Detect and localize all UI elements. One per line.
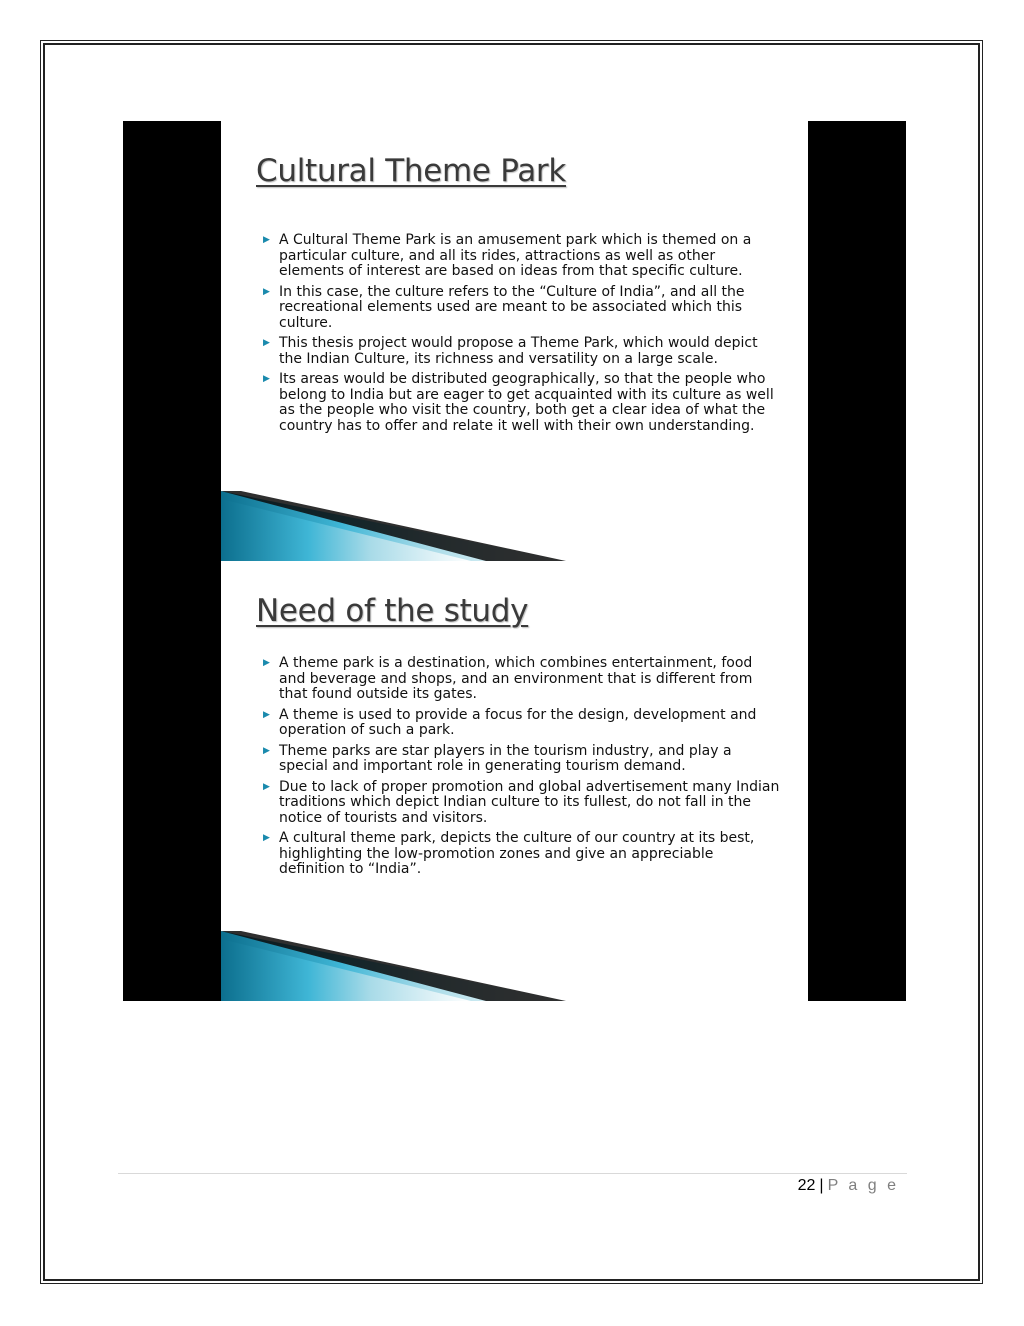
slide-swoosh-decoration (221, 485, 808, 561)
bullet-item (261, 708, 781, 739)
bullet-text: Its areas would be distributed geographically, so that the people who belong to India but are eager to get acquainted with its culture as well as the people who visit the country, both get a clear idea of what the country has to offer and relate it well with their own understanding. (279, 371, 774, 434)
slide-content-area (221, 121, 808, 561)
slide-title: Need of the study (256, 593, 529, 629)
bullet-text: Theme parks are star players in the tourism industry, and play a special and important role in generating tourism demand. (279, 742, 732, 774)
triangle-bullet-icon: ▶ (263, 781, 270, 792)
bullet-item (261, 336, 781, 367)
footer-divider (118, 1173, 907, 1174)
bullet-text: A cultural theme park, depicts the culture of our country at its best, highlighting the low-promotion zones and give an appreciable definition to “India”. (279, 830, 755, 877)
page-separator: | (819, 1177, 824, 1194)
triangle-bullet-icon: ▶ (263, 338, 270, 348)
bullet-list (261, 656, 781, 883)
triangle-bullet-icon: ▶ (263, 286, 270, 297)
triangle-bullet-icon: ▶ (263, 745, 270, 756)
page-number-footer (798, 1177, 899, 1195)
bullet-item (261, 372, 781, 434)
triangle-bullet-icon: ▶ (263, 709, 270, 720)
page-label: P a g e (827, 1177, 899, 1194)
triangle-bullet-icon: ▶ (263, 374, 270, 384)
bullet-text: In this case, the culture refers to the “Culture of India”, and all the recreational elements used are meant to be associated which this culture. (279, 283, 745, 331)
bullet-item (261, 780, 781, 827)
slide-cultural-theme-park (123, 121, 906, 561)
bullet-item (261, 831, 781, 878)
bullet-text: A theme park is a destination, which combines entertainment, food and beverage and shops, and an environment that is different from that found outside its gates. (279, 655, 753, 702)
bullet-item (261, 233, 781, 280)
slide-title: Cultural Theme Park (256, 153, 566, 189)
bullet-text: Due to lack of proper promotion and global advertisement many Indian traditions which depict Indian culture to its fullest, do not fall in the notice of tourists and visitors. (279, 778, 780, 826)
bullet-text: A theme is used to provide a focus for the design, development and operation of such a park. (279, 706, 757, 738)
slide-swoosh-decoration (221, 925, 808, 1001)
triangle-bullet-icon: ▶ (263, 235, 270, 245)
slide-need-of-the-study (123, 561, 906, 1001)
triangle-bullet-icon: ▶ (263, 833, 270, 843)
bullet-list (261, 233, 781, 439)
slide-content-area (221, 561, 808, 1001)
bullet-item (261, 285, 781, 332)
triangle-bullet-icon: ▶ (263, 658, 270, 668)
bullet-item (261, 744, 781, 775)
bullet-text: A Cultural Theme Park is an amusement park which is themed on a particular culture, and all its rides, attractions as well as other elements of interest are based on ideas from that specific culture. (279, 232, 752, 279)
bullet-item (261, 656, 781, 703)
bullet-text: This thesis project would propose a Theme Park, which would depict the Indian Culture, its richness and versatility on a large scale. (279, 335, 758, 367)
page-number: 22 (797, 1177, 816, 1194)
